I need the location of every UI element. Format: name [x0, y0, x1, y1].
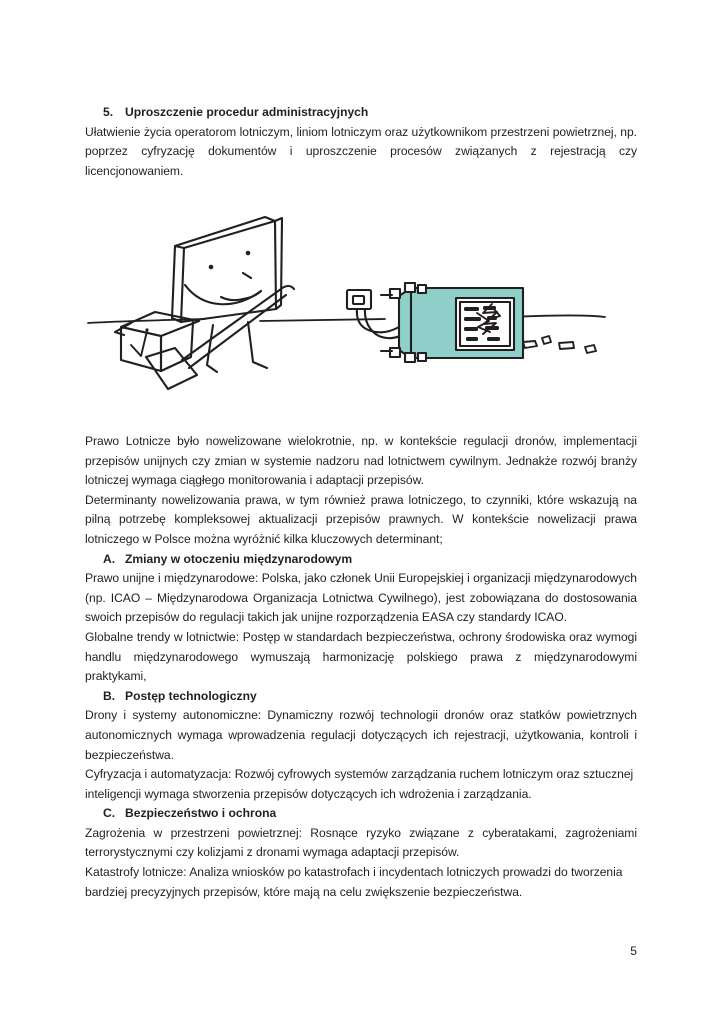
- heading-b: [85, 687, 637, 707]
- paragraph-7: Zagrożenia w przestrzeni powietrznej: Rosnące ryzyko związane z cyberatakami, zagrożeniami terrorystycznymi czy kolizjami z dronami wymaga adaptacji przepisów.: [85, 825, 637, 860]
- paragraph-3: Prawo unijne i międzynarodowe: Polska, jako członek Unii Europejskiej i organizacji międzynarodowych (np. ICAO – Międzynarodowa Organizacja Lotnictwa Cywilnego), jest zobowiązana do dostosowania swoich przepisów do regulacji takich jak unijne rozporządzenia EASA czy standardy ICAO.: [85, 571, 637, 625]
- heading-a-text: Zmiany w otoczeniu międzynarodowym: [125, 551, 353, 566]
- heading-c: [85, 804, 637, 824]
- heading-5-number: 5.: [103, 105, 114, 119]
- heading-b-text: Postęp technologiczny: [125, 688, 257, 703]
- paragraph-8: Katastrofy lotnicze: Analiza wniosków po katastrofach i incydentach lotniczych prowadzi do tworzenia bardziej precyzyjnych przepisów, które mają na celu zwiększenie bezpieczeństwa.: [85, 865, 623, 899]
- document-body-lower: [85, 432, 637, 902]
- heading-c-text: Bezpieczeństwo i ochrona: [125, 806, 277, 821]
- paragraph-6: Cyfryzacja i automatyzacja: Rozwój cyfrowych systemów zarządzania ruchem lotniczym oraz sztucznej inteligencji wymaga stworzenia przepisów dotyczących ich wdrożenia i zarządzania.: [85, 767, 634, 801]
- paragraph-2: Determinanty nowelizowania prawa, w tym również prawa lotniczego, to czynniki, które wskazują na pilną potrzebę kompleksowej aktualizacji przepisów prawnych. W kontekście nowelizacji prawa lotniczego w Polsce można wyróżnić kilka kluczowych determinant;: [85, 492, 637, 546]
- heading-5: [85, 103, 637, 123]
- page-number: 5: [630, 944, 637, 958]
- document-body: [85, 0, 637, 181]
- illustration-sweeping-machine: [85, 205, 637, 400]
- paragraph-5: Drony i systemy autonomiczne: Dynamiczny rozwój technologii dronów oraz statków powietrznych autonomicznych wymaga wprowadzenia regulacji dotyczących ich rejestracji, użytkowania, kontroli i bezpieczeństwa.: [85, 708, 637, 762]
- paragraph-4: Globalne trendy w lotnictwie: Postęp w standardach bezpieczeństwa, ochrony środowiska oraz wymogi handlu międzynarodowego wymuszają harmonizację polskiego prawa z międzynarodowymi praktykami,: [85, 629, 637, 684]
- paragraph-1: Prawo Lotnicze było nowelizowane wielokrotnie, np. w kontekście regulacji dronów, implementacji przepisów unijnych czy zmian w systemie nadzoru nad lotnictwem cywilnym. Jednakże rozwój branży lotniczej wymaga ciągłego monitorowania i adaptacji przepisów.: [85, 434, 637, 488]
- heading-a-number: A.: [103, 551, 116, 566]
- heading-b-number: B.: [103, 688, 116, 703]
- heading-5-text: Uproszczenie procedur administracyjnych: [125, 105, 369, 119]
- heading-c-number: C.: [103, 806, 116, 821]
- heading-a: [85, 550, 637, 570]
- paragraph-intro: Ułatwienie życia operatorom lotniczym, liniom lotniczym oraz użytkownikom przestrzeni powietrznej, np. poprzez cyfryzację dokumentów i uproszczenie procesów związanych z rejestracją czy licencjonowaniem.: [85, 124, 637, 178]
